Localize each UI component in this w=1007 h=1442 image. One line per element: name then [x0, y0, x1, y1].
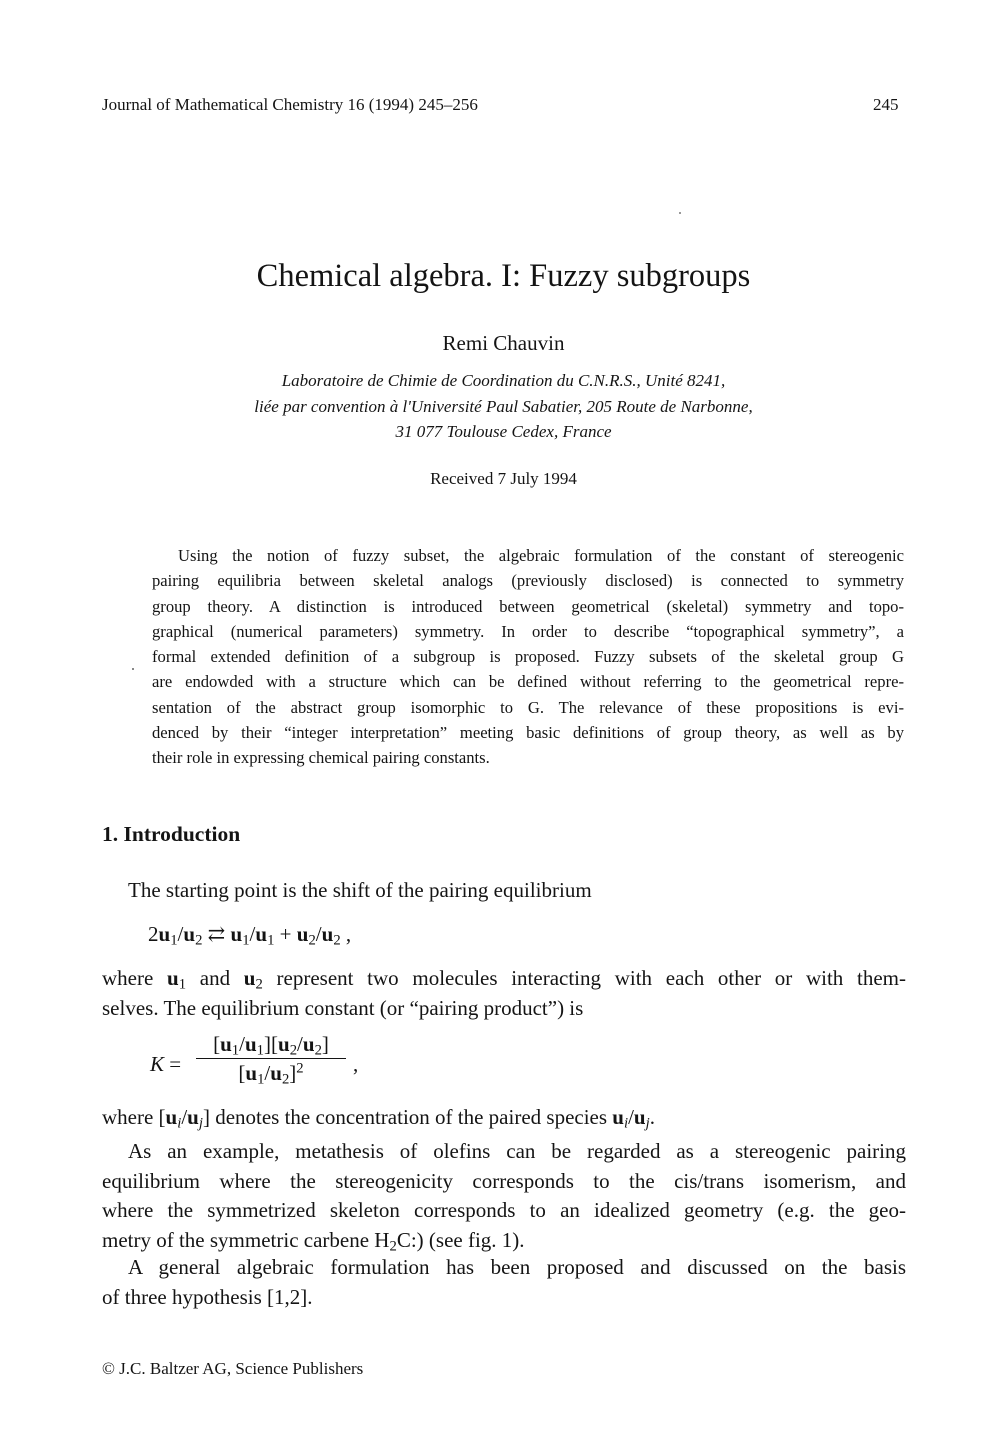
scan-speck: [132, 668, 134, 670]
paragraph-line: metry of the symmetric carbene $H_2C$:) (see fig. 1).: [102, 1227, 525, 1255]
abstract-line: pairing equilibria between skeletal analogs (previously disclosed) is connected to symmetry: [152, 571, 904, 591]
abstract-line: are endowded with a structure which can be defined without referring to the geometrical repre-: [152, 672, 904, 692]
abstract-line: denced by their “integer interpretation” meeting basic definitions of group theory, as well as by: [152, 723, 904, 743]
fraction-numerator: $[u_1/u_1][u_2/u_2]$: [196, 1032, 346, 1059]
intro-line: The starting point is the shift of the pairing equilibrium: [128, 878, 592, 902]
author-affiliation: [0, 368, 1007, 445]
abstract-line: graphical (numerical parameters) symmetry. In order to describe “topographical symmetry”, a: [152, 621, 904, 641]
paragraph: [102, 964, 906, 1023]
equation-pairing: $2u_1/u_2$ ⇄ $u_1/u_1 + u_2/u_2$ ,: [148, 922, 352, 949]
paragraph: [102, 1253, 906, 1312]
paragraph-line: A general algebraic formulation has been proposed and discussed on the basis: [128, 1255, 906, 1279]
abstract-line: their role in expressing chemical pairing constants.: [152, 748, 490, 768]
abstract-line: sentation of the abstract group isomorphic to G. The relevance of these propositions is evi-: [152, 697, 904, 717]
received-date: Received 7 July 1994: [430, 469, 577, 488]
abstract: [152, 543, 904, 771]
paragraph-line: where $u_1$ and $u_2$ represent two molecules interacting with each other or with them-: [102, 966, 906, 993]
journal-citation: Journal of Mathematical Chemistry 16 (1994) 245–256: [102, 95, 478, 114]
scan-speck: [679, 212, 681, 214]
fraction: [196, 1032, 346, 1086]
abstract-line: formal extended definition of a subgroup is proposed. Fuzzy subsets of the skeletal group G: [152, 647, 904, 667]
paper-title: Chemical algebra. I: Fuzzy subgroups: [256, 258, 751, 294]
paragraph-line: where $[u_i/u_j]$ denotes the concentration of the paired species $u_i/u_j$.: [102, 1105, 655, 1132]
paragraph-line: equilibrium where the stereogenicity corresponds to the cis/trans isomerism, and: [102, 1168, 906, 1193]
paragraph-line: of three hypothesis [1,2].: [102, 1284, 313, 1309]
paragraph: [102, 1137, 906, 1255]
abstract-line: group theory. A distinction is introduced between geometrical (skeletal) symmetry and topo-: [152, 596, 904, 616]
paragraph-line: selves. The equilibrium constant (or “pairing product”) is: [102, 995, 584, 1020]
publisher-footer: © J.C. Baltzer AG, Science Publishers: [102, 1359, 364, 1378]
author-name: Remi Chauvin: [442, 331, 565, 355]
affiliation-line: Laboratoire de Chimie de Coordination du C.N.R.S., Unité 8241,: [281, 371, 726, 390]
affiliation-line: liée par convention à l'Université Paul Sabatier, 205 Route de Narbonne,: [254, 396, 753, 416]
abstract-line: Using the notion of fuzzy subset, the algebraic formulation of the constant of stereogenic: [178, 546, 904, 565]
fraction-denominator: $[u_1/u_2]^2$: [238, 1060, 304, 1088]
page-number: 245: [873, 95, 899, 114]
affiliation-line: 31 077 Toulouse Cedex, France: [395, 422, 612, 441]
section-heading: 1. Introduction: [102, 822, 241, 846]
paragraph-line: where the symmetrized skeleton corresponds to an idealized geometry (e.g. the geo-: [102, 1198, 906, 1222]
paragraph-line: As an example, metathesis of olefins can be regarded as a stereogenic pairing: [128, 1139, 906, 1163]
